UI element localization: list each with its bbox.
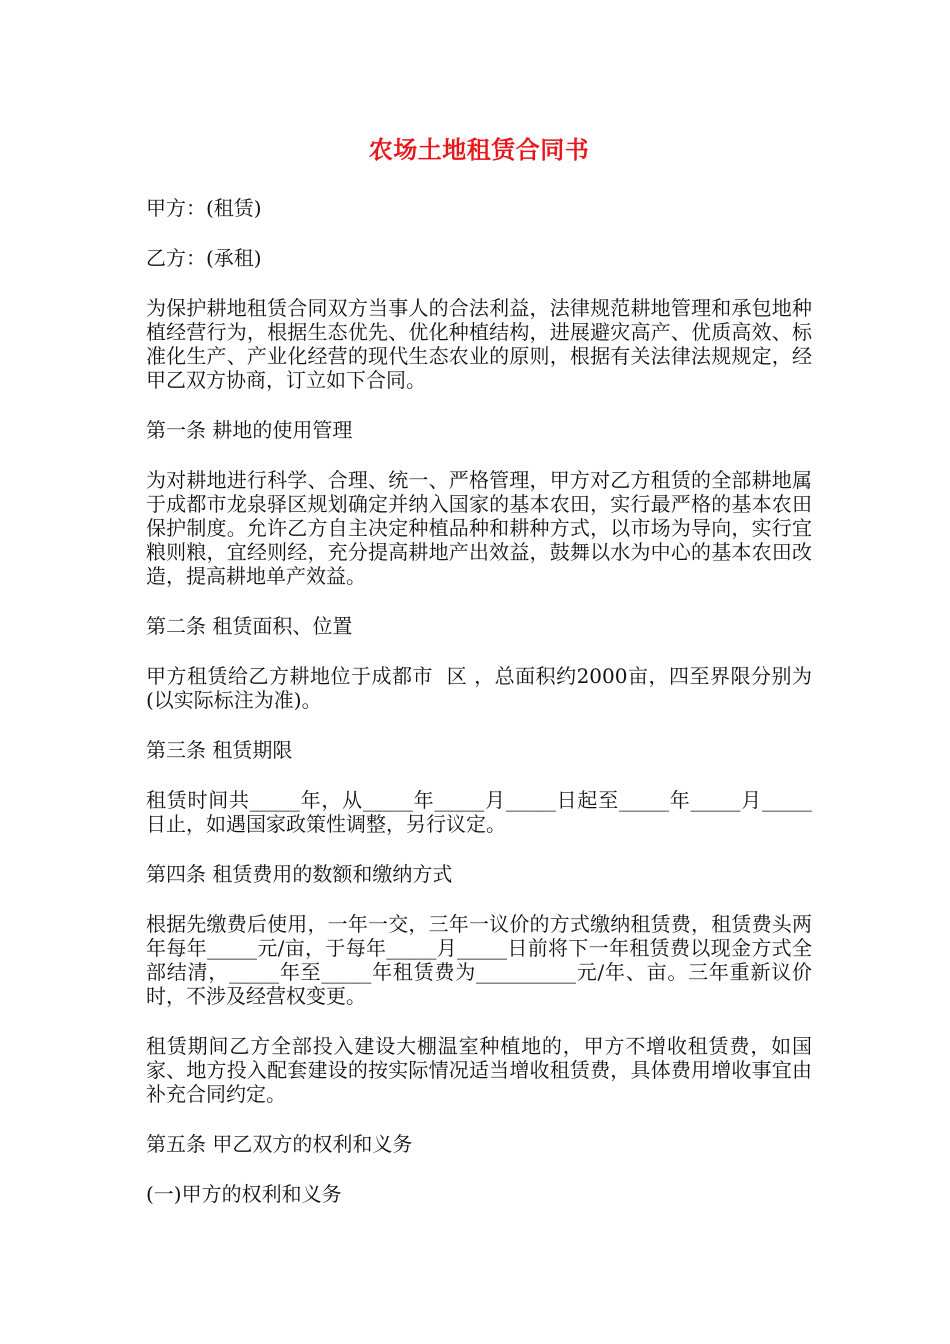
article-3-paragraph: 租赁时间共_____年，从_____年_____月_____日起至_____年_____月_____日止，如遇国家政策性调整，另行议定。 bbox=[146, 788, 812, 836]
party-b-line: 乙方：(承租) bbox=[146, 246, 262, 270]
article-4-heading: 第四条 租赁费用的数额和缴纳方式 bbox=[146, 862, 453, 886]
article-1-heading: 第一条 耕地的使用管理 bbox=[146, 418, 353, 442]
article-5-subheading: (一)甲方的权利和义务 bbox=[146, 1182, 342, 1206]
preamble-paragraph: 为保护耕地租赁合同双方当事人的合法利益，法律规范耕地管理和承包地种植经营行为，根据生态优先、优化种植结构，进展避灾高产、优质高效、标准化生产、产业化经营的现代生态农业的原则，根据有关法律法规规定，经甲乙双方协商，订立如下合同。 bbox=[146, 296, 812, 392]
document-title: 农场土地租赁合同书 bbox=[368, 135, 590, 164]
article-5-heading: 第五条 甲乙双方的权利和义务 bbox=[146, 1132, 413, 1156]
document-body bbox=[146, 128, 812, 1232]
article-4-paragraph-2: 租赁期间乙方全部投入建设大棚温室种植地的，甲方不增收租赁费，如国家、地方投入配套建设的按实际情况适当增收租赁费，具体费用增收事宜由补充合同约定。 bbox=[146, 1034, 812, 1106]
article-3-heading: 第三条 租赁期限 bbox=[146, 738, 293, 762]
article-4-paragraph-1: 根据先缴费后使用，一年一交，三年一议价的方式缴纳租赁费，租赁费头两年每年_____元/亩，于每年_____月_____日前将下一年租赁费以现金方式全部结清，_____年至_____年租赁费为__________元/年、亩。三年重新议价时，不涉及经营权变更。 bbox=[146, 912, 812, 1008]
party-a-line: 甲方：(租赁) bbox=[146, 196, 262, 220]
article-2-paragraph: 甲方租赁给乙方耕地位于成都市 区 ，总面积约2000亩，四至界限分别为(以实际标注为准)。 bbox=[146, 664, 812, 712]
article-1-paragraph: 为对耕地进行科学、合理、统一、严格管理，甲方对乙方租赁的全部耕地属于成都市龙泉驿区规划确定并纳入国家的基本农田，实行最严格的基本农田保护制度。允许乙方自主决定种植品种和耕种方式，以市场为导向，实行宜粮则粮，宜经则经，充分提高耕地产出效益，鼓舞以水为中心的基本农田改造，提高耕地单产效益。 bbox=[146, 468, 812, 588]
article-2-heading: 第二条 租赁面积、位置 bbox=[146, 614, 353, 638]
